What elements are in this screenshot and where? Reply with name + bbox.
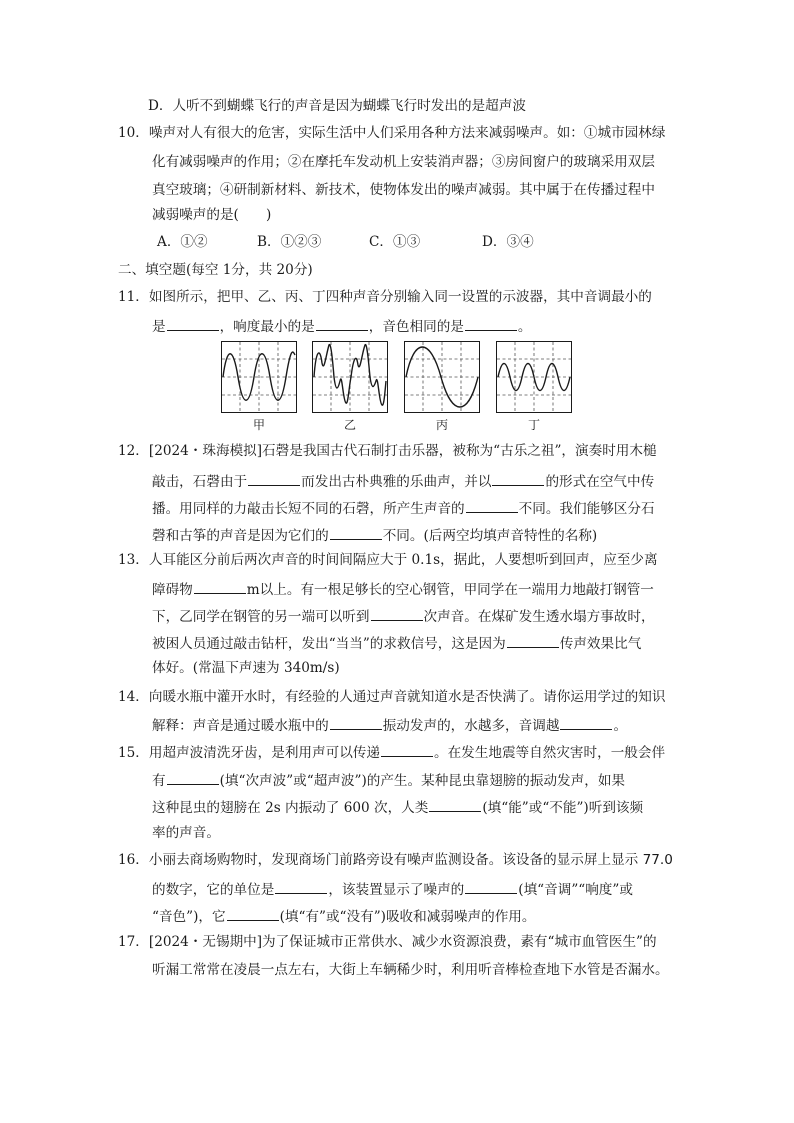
oscilloscope-jia — [221, 341, 297, 413]
answer-blank[interactable] — [381, 742, 433, 757]
q10-option-d: D．③④ — [482, 234, 534, 250]
oscilloscope-ding — [496, 341, 572, 413]
q17-line-2: 听漏工常常在凌晨一点左右，大街上车辆稀少时，利用听音棒检查地下水管是否漏水。 — [152, 962, 669, 978]
section-heading: 二、填空题(每空 1分，共 20分) — [118, 262, 313, 278]
answer-blank[interactable] — [316, 316, 368, 331]
q13-line-5: 体好。(常温下声速为 340m/s) — [152, 660, 340, 676]
q10-option-a: A．①② — [157, 234, 208, 250]
q13-line-3: 下，乙同学在钢管的另一端可以听到 次声音。在煤矿发生透水塌方事故时， — [152, 606, 655, 626]
answer-blank[interactable] — [466, 498, 518, 513]
q16-line-2: 的数字，它的单位是 ，该装置显示了噪声的 (填“音调”“响度”或 — [152, 879, 633, 899]
answer-blank[interactable] — [275, 879, 327, 894]
q12-line-4: 磬和古筝的声音是因为它们的 不同。(后两空均填声音特性的名称) — [152, 525, 597, 545]
decibel-reading: 77.0 — [642, 852, 673, 868]
q15-line-4: 率的声音。 — [152, 825, 220, 841]
q10-line-4: 减弱噪声的是( ) — [152, 207, 272, 223]
q9-option-d: D．人听不到蝴蝶飞行的声音是因为蝴蝶飞行时发出的是超声波 — [148, 98, 526, 114]
q15-line-3: 这种昆虫的翅膀在 2s 内振动了 600 次，人类 (填“能”或“不能”)听到该频 — [152, 797, 643, 817]
q12-line-1: 12．[2024・珠海模拟]石磬是我国古代石制打击乐器，被称为“古乐之祖”，演奏时用木槌 — [118, 443, 657, 459]
q12-line-2: 敲击，石磬由于 而发出古朴典雅的乐曲声，并以 的形式在空气中传 — [152, 471, 654, 491]
osc-label-ding: 丁 — [527, 418, 540, 432]
answer-blank[interactable] — [227, 906, 279, 921]
osc-label-bing: 丙 — [435, 418, 448, 432]
q11-line-2: 是 ，响度最小的是 ，音色相同的是 。 — [152, 316, 532, 336]
q10-line-2: 化有减弱噪声的作用；②在摩托车发动机上安装消声器；③房间窗户的玻璃采用双层 — [152, 154, 655, 170]
answer-blank[interactable] — [429, 797, 481, 812]
answer-blank[interactable] — [465, 879, 517, 894]
answer-blank[interactable] — [492, 471, 544, 486]
q13-line-4: 被困人员通过敲击钻杆，发出“当当”的求救信号，这是因为 传声效果比气 — [152, 633, 641, 653]
q15-line-2: 有 (填“次声波”或“超声波”)的产生。某种昆虫靠翅膀的振动发声，如果 — [152, 770, 625, 790]
oscilloscope-bing — [404, 341, 480, 413]
q16-line-3: “音色”)，它 (填“有”或“没有”)吸收和减弱噪声的作用。 — [152, 906, 535, 926]
q16-line-1: 16．小丽去商场购物时，发现商场门前路旁设有噪声监测设备。该设备的显示屏上显示 77.0 — [118, 852, 673, 868]
q13-line-1: 13．人耳能区分前后两次声音的时间间隔应大于 0.1s，据此，人要想听到回声，应至少离 — [118, 552, 658, 568]
answer-blank[interactable] — [167, 316, 219, 331]
answer-blank[interactable] — [194, 579, 246, 594]
osc-label-jia: 甲 — [252, 418, 265, 432]
q14-line-2: 解释：声音是通过暖水瓶中的 振动发声的，水越多，音调越 。 — [152, 715, 627, 735]
answer-blank[interactable] — [507, 633, 559, 648]
oscilloscope-yi — [312, 341, 388, 413]
q10-option-b: B．①②③ — [257, 234, 322, 250]
answer-blank[interactable] — [330, 715, 382, 730]
answer-blank[interactable] — [560, 715, 612, 730]
q13-line-2: 障碍物 m以上。有一根足够长的空心钢管，甲同学在一端用力地敲打钢管一 — [152, 579, 654, 599]
answer-blank[interactable] — [330, 525, 382, 540]
q11-line-1: 11．如图所示，把甲、乙、丙、丁四种声音分别输入同一设置的示波器，其中音调最小的 — [118, 289, 652, 305]
q12-line-3: 播。用同样的力敲击长短不同的石磬，所产生声音的 不同。我们能够区分石 — [152, 498, 655, 518]
q17-line-1: 17．[2024・无锡期中]为了保证城市正常供水、减少水资源浪费，素有“城市血管医生”的 — [118, 934, 657, 950]
osc-label-yi: 乙 — [343, 418, 356, 432]
q14-line-1: 14．向暖水瓶中灌开水时，有经验的人通过声音就知道水是否快满了。请你运用学过的知识 — [118, 689, 666, 705]
q10-option-c: C．①③ — [369, 234, 421, 250]
q10-line-3: 真空玻璃；④研制新材料、新技术，使物体发出的噪声减弱。其中属于在传播过程中 — [152, 182, 655, 198]
q10-line-1: 10．噪声对人有很大的危害，实际生活中人们采用各种方法来减弱噪声。如：①城市园林绿 — [118, 125, 666, 141]
answer-blank[interactable] — [465, 316, 517, 331]
answer-blank[interactable] — [167, 770, 219, 785]
answer-blank[interactable] — [371, 606, 423, 621]
answer-blank[interactable] — [248, 471, 300, 486]
q15-line-1: 15．用超声波清洗牙齿，是利用声可以传递 。在发生地震等自然灾害时，一般会伴 — [118, 742, 665, 762]
